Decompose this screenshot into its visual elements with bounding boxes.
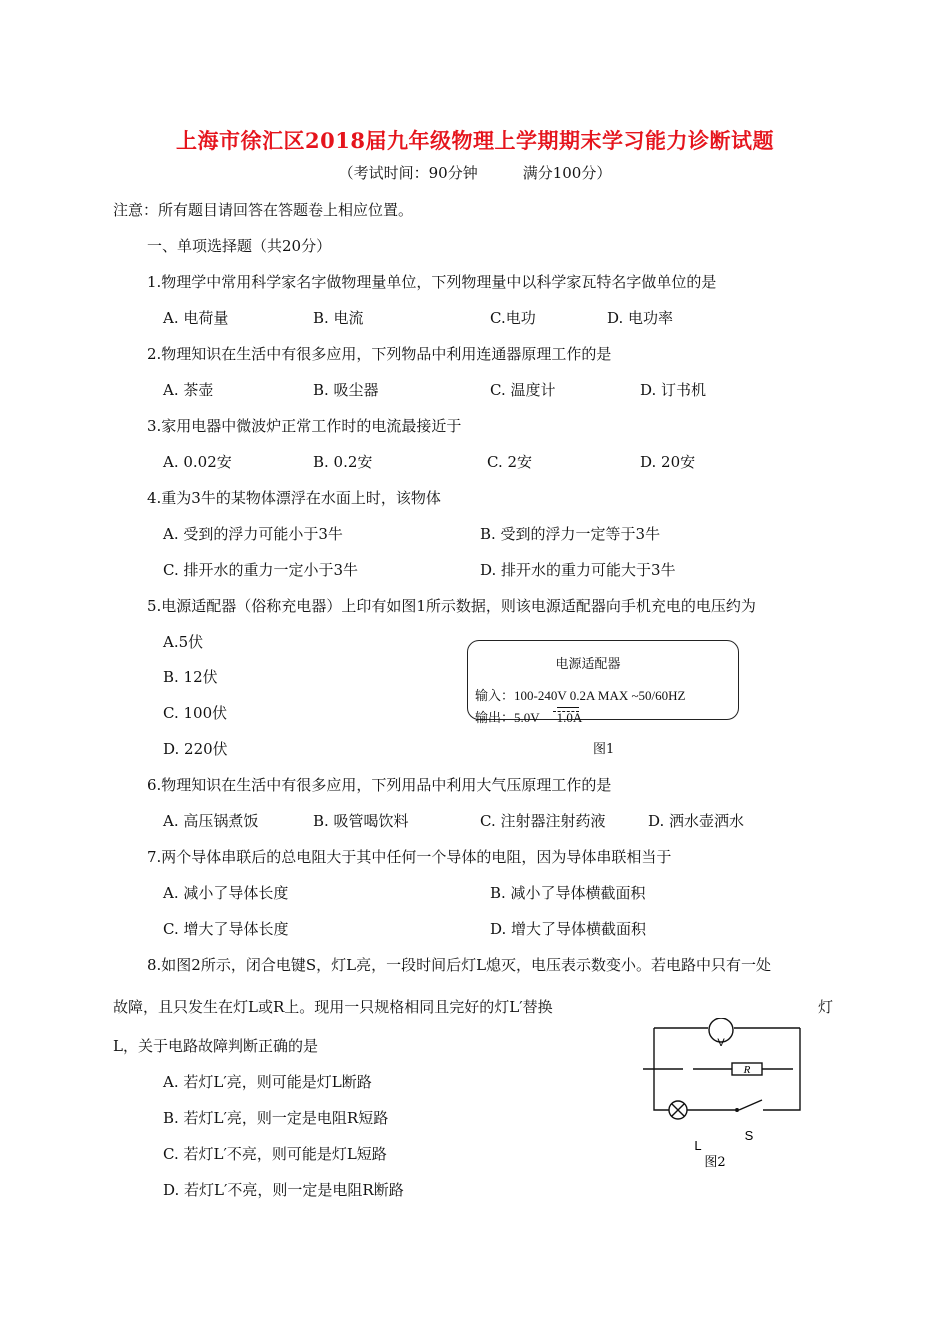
question-4-option-d: D. 排开水的重力可能大于3牛 [480, 561, 676, 579]
question-4-option-a: A. 受到的浮力可能小于3牛 [163, 525, 343, 543]
question-2-stem: 2.物理知识在生活中有很多应用，下列物品中利用连通器原理工作的是 [147, 345, 612, 363]
question-6-option-b: B. 吸管喝饮料 [313, 812, 409, 830]
adapter-label-figure [467, 640, 739, 725]
question-5-option-d: D. 220伏 [163, 740, 228, 758]
adapter-output-voltage: 输出：5.0V [475, 710, 540, 725]
lamp-cross [672, 1104, 685, 1117]
question-1-option-c: C.电功 [490, 309, 536, 327]
question-2-option-a: A. 茶壶 [163, 381, 214, 399]
dc-current-value: 1.0A [557, 710, 583, 726]
switch-label: S [744, 1128, 754, 1143]
question-7-stem: 7.两个导体串联后的总电阻大于其中任何一个导体的电阻，因为导体串联相当于 [147, 848, 672, 866]
question-3-stem: 3.家用电器中微波炉正常工作时的电流最接近于 [147, 417, 462, 435]
adapter-label-title: 电源适配器 [555, 657, 621, 672]
question-2-option-b: B. 吸尘器 [313, 381, 379, 399]
figure-2-caption: 图2 [704, 1155, 726, 1170]
question-5-option-c: C. 100伏 [163, 704, 228, 722]
question-2-option-d: D. 订书机 [640, 381, 707, 399]
question-7-option-c: C. 增大了导体长度 [163, 920, 289, 938]
question-8-stem-line-2: 故障，且只发生在灯L或R上。现用一只规格相同且完好的灯L′替换 [113, 998, 553, 1016]
question-5-option-b: B. 12伏 [163, 668, 218, 686]
question-5-stem: 5.电源适配器（俗称充电器）上印有如图1所示数据，则该电源适配器向手机充电的电压约为 [147, 597, 756, 615]
question-7-option-b: B. 减小了导体横截面积 [490, 884, 646, 902]
question-8-stem-line-2-end: 灯 [818, 998, 834, 1016]
adapter-output-spec [475, 707, 582, 726]
question-1-option-d: D. 电功率 [607, 309, 674, 327]
question-6-option-c: C. 注射器注射药液 [480, 812, 606, 830]
question-4-option-b: B. 受到的浮力一定等于3牛 [480, 525, 661, 543]
question-8-option-a: A. 若灯L′亮，则可能是灯L断路 [163, 1073, 372, 1091]
question-7-option-d: D. 增大了导体横截面积 [490, 920, 647, 938]
figure-1-caption: 图1 [593, 742, 615, 757]
question-3-option-a: A. 0.02安 [163, 453, 232, 471]
adapter-input-spec: 输入：100-240V 0.2A MAX ~50/60HZ [475, 688, 686, 703]
question-1-stem: 1.物理学中常用科学家名字做物理量单位，下列物理量中以科学家瓦特名字做单位的是 [147, 273, 717, 291]
question-8-stem-line-1: 8.如图2所示，闭合电键S，灯L亮，一段时间后灯L熄灭，电压表示数变小。若电路中只有一处 [147, 956, 772, 974]
question-6-stem: 6.物理知识在生活中有很多应用，下列用品中利用大气压原理工作的是 [147, 776, 612, 794]
question-3-option-d: D. 20安 [640, 453, 696, 471]
circuit-diagram [638, 1018, 818, 1178]
question-3-option-c: C. 2安 [487, 453, 533, 471]
question-6-option-a: A. 高压锅煮饭 [163, 812, 259, 830]
question-8-stem-line-3: L，关于电路故障判断正确的是 [113, 1037, 318, 1055]
question-1-option-a: A. 电荷量 [163, 309, 229, 327]
question-4-stem: 4.重为3牛的某物体漂浮在水面上时，该物体 [147, 489, 441, 507]
question-4-option-c: C. 排开水的重力一定小于3牛 [163, 561, 359, 579]
exam-title: 上海市徐汇区2018届九年级物理上学期期末学习能力诊断试题 [176, 128, 774, 153]
question-5-option-a: A.5伏 [163, 633, 204, 651]
question-2-option-c: C. 温度计 [490, 381, 556, 399]
voltmeter-label: V [717, 1037, 725, 1049]
switch-lever [739, 1100, 762, 1110]
question-8-option-c: C. 若灯L′不亮，则可能是灯L短路 [163, 1145, 387, 1163]
notice: 注意：所有题目请回答在答题卷上相应位置。 [113, 201, 414, 219]
lamp-label: L [694, 1138, 702, 1153]
dc-symbol-icon [553, 707, 579, 713]
resistor-label: R [743, 1064, 751, 1076]
switch-pivot [735, 1108, 739, 1112]
section-heading: 一、单项选择题（共20分） [147, 237, 332, 255]
question-1-option-b: B. 电流 [313, 309, 364, 327]
question-8-option-d: D. 若灯L′不亮，则一定是电阻R断路 [163, 1181, 404, 1199]
question-6-option-d: D. 洒水壶洒水 [648, 812, 745, 830]
question-3-option-b: B. 0.2安 [313, 453, 373, 471]
question-7-option-a: A. 减小了导体长度 [163, 884, 289, 902]
exam-subtitle: （考试时间：90分钟 满分100分） [338, 164, 612, 182]
question-8-option-b: B. 若灯L′亮，则一定是电阻R短路 [163, 1109, 389, 1127]
